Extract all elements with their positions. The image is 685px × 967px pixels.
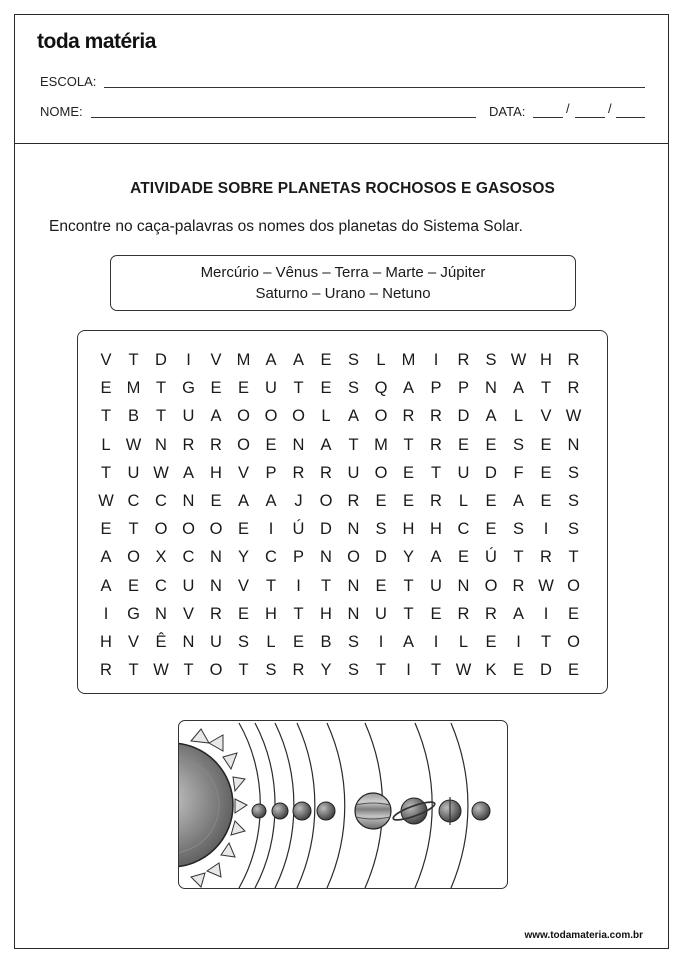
- word-search-letter[interactable]: Ú: [485, 548, 497, 567]
- word-search-letter[interactable]: A: [292, 351, 304, 369]
- word-search-letter[interactable]: H: [210, 463, 222, 482]
- name-field[interactable]: [91, 117, 476, 118]
- word-search-letter[interactable]: R: [430, 492, 442, 510]
- word-search-letter[interactable]: E: [402, 492, 414, 510]
- word-search-letter[interactable]: T: [128, 520, 139, 539]
- word-search-letter[interactable]: S: [512, 435, 524, 454]
- word-search-letter[interactable]: V: [237, 576, 249, 595]
- word-search-letter[interactable]: E: [567, 661, 579, 680]
- word-search-letter[interactable]: O: [567, 633, 580, 651]
- word-search-letter[interactable]: T: [430, 661, 442, 680]
- word-search-letter[interactable]: C: [265, 548, 277, 567]
- word-search-letter[interactable]: O: [374, 407, 388, 426]
- word-search-letter[interactable]: O: [292, 407, 305, 426]
- word-search-letter[interactable]: O: [484, 576, 498, 595]
- word-search-letter[interactable]: T: [513, 548, 524, 567]
- word-search-letter[interactable]: T: [320, 576, 332, 595]
- date-separator: /: [566, 101, 570, 116]
- word-search-letter[interactable]: S: [375, 520, 387, 539]
- word-search-letter[interactable]: W: [98, 492, 114, 510]
- word-search-letter[interactable]: A: [100, 548, 112, 567]
- word-search-letter[interactable]: A: [237, 492, 249, 510]
- word-search-letter[interactable]: D: [375, 548, 387, 567]
- word-search-letter[interactable]: O: [264, 407, 278, 426]
- neptune-icon: [472, 802, 490, 820]
- name-label: NOME:: [40, 104, 83, 119]
- word-search-letter[interactable]: D: [485, 463, 497, 482]
- word-search-letter[interactable]: T: [155, 379, 167, 398]
- word-search-letter[interactable]: E: [100, 379, 112, 398]
- word-search-letter[interactable]: A: [320, 435, 332, 454]
- word-search-letter[interactable]: R: [402, 407, 415, 426]
- word-search-letter[interactable]: R: [430, 435, 442, 454]
- word-search-letter[interactable]: A: [182, 463, 194, 482]
- word-search-letter[interactable]: A: [347, 407, 359, 426]
- word-search-letter[interactable]: I: [268, 520, 274, 539]
- word-search-letter[interactable]: A: [512, 492, 524, 510]
- word-search-letter[interactable]: R: [540, 548, 552, 567]
- word-search-letter[interactable]: E: [127, 576, 139, 595]
- word-search-letter[interactable]: L: [458, 633, 469, 651]
- mars-icon: [317, 802, 335, 820]
- word-search-letter[interactable]: S: [265, 661, 277, 680]
- word-search-letter[interactable]: U: [182, 576, 195, 595]
- word-search-letter[interactable]: E: [237, 379, 249, 398]
- word-search-letter[interactable]: T: [293, 379, 304, 398]
- word-search-row: [78, 377, 607, 399]
- word-search-row: [78, 490, 607, 512]
- word-search-letter[interactable]: H: [100, 633, 112, 651]
- word-search-letter[interactable]: H: [402, 520, 415, 539]
- word-search-letter[interactable]: O: [374, 463, 388, 482]
- word-search-letter[interactable]: E: [512, 661, 524, 680]
- word-search-letter[interactable]: E: [540, 492, 552, 510]
- word-search-letter[interactable]: T: [128, 661, 139, 680]
- word-search-letter[interactable]: O: [209, 661, 223, 680]
- word-search-letter[interactable]: T: [100, 407, 112, 426]
- word-search-letter[interactable]: I: [103, 604, 109, 623]
- word-search-letter[interactable]: O: [209, 520, 223, 539]
- word-search-letter[interactable]: Ú: [292, 520, 305, 539]
- date-day-field[interactable]: [533, 117, 563, 118]
- word-search-letter[interactable]: K: [485, 661, 497, 680]
- word-list-box: [110, 255, 576, 311]
- word-search-letter[interactable]: I: [516, 633, 521, 651]
- word-search-letter[interactable]: E: [237, 604, 249, 623]
- word-search-letter[interactable]: I: [433, 351, 439, 369]
- word-search-row: [78, 434, 607, 456]
- word-search-letter[interactable]: A: [265, 492, 277, 510]
- word-search-letter[interactable]: T: [403, 435, 414, 454]
- word-search-letter[interactable]: R: [567, 379, 580, 398]
- word-search-letter[interactable]: P: [430, 379, 442, 398]
- word-search-letter[interactable]: E: [375, 576, 387, 595]
- word-search-letter[interactable]: A: [512, 379, 524, 398]
- word-search-letter[interactable]: A: [402, 379, 414, 398]
- word-search-letter[interactable]: Y: [402, 548, 414, 567]
- word-search-letter[interactable]: L: [101, 435, 111, 454]
- word-search-letter[interactable]: R: [457, 351, 470, 369]
- word-search-letter[interactable]: T: [375, 661, 387, 680]
- word-search-letter[interactable]: S: [347, 633, 359, 651]
- word-search-row: [78, 518, 607, 540]
- word-search-letter[interactable]: R: [430, 407, 442, 426]
- word-search-letter[interactable]: E: [430, 604, 442, 623]
- word-search-letter[interactable]: O: [237, 435, 250, 454]
- word-search-letter[interactable]: N: [347, 604, 360, 623]
- word-search-letter[interactable]: H: [430, 520, 442, 539]
- word-search-letter[interactable]: S: [485, 351, 497, 369]
- word-search-letter[interactable]: E: [457, 435, 469, 454]
- word-search-letter[interactable]: R: [210, 435, 222, 454]
- word-search-letter[interactable]: E: [540, 463, 552, 482]
- word-search-letter[interactable]: E: [485, 492, 497, 510]
- word-search-letter[interactable]: J: [294, 492, 303, 510]
- word-search-letter[interactable]: N: [155, 435, 167, 454]
- word-search-letter[interactable]: O: [127, 548, 140, 567]
- word-search-letter[interactable]: G: [182, 379, 195, 398]
- word-search-letter[interactable]: T: [568, 548, 579, 567]
- word-search-letter[interactable]: R: [320, 463, 332, 482]
- word-search-letter[interactable]: R: [485, 604, 497, 623]
- word-search-letter[interactable]: N: [210, 548, 222, 567]
- word-search-letter[interactable]: U: [265, 379, 277, 398]
- word-search-letter[interactable]: T: [540, 633, 552, 651]
- word-search-letter[interactable]: C: [457, 520, 470, 539]
- word-search-letter[interactable]: N: [567, 435, 580, 454]
- word-search-letter[interactable]: H: [320, 604, 332, 623]
- word-search-letter[interactable]: C: [155, 576, 167, 595]
- venus-icon: [272, 803, 288, 819]
- word-search-letter[interactable]: E: [292, 633, 304, 651]
- word-search-letter[interactable]: U: [457, 463, 470, 482]
- instruction-text: Encontre no caça-palavras os nomes dos planetas do Sistema Solar.: [49, 218, 523, 235]
- word-search-letter[interactable]: E: [485, 520, 497, 539]
- word-search-letter[interactable]: S: [347, 379, 359, 398]
- word-search-letter[interactable]: R: [292, 661, 305, 680]
- word-list-line: Saturno – Urano – Netuno: [255, 285, 431, 302]
- word-search-letter[interactable]: N: [182, 633, 195, 651]
- word-search-letter[interactable]: W: [153, 463, 169, 482]
- word-search-row: [78, 349, 607, 371]
- word-search-letter[interactable]: E: [100, 520, 112, 539]
- word-search-letter[interactable]: T: [238, 661, 249, 680]
- word-search-letter[interactable]: O: [154, 520, 168, 539]
- word-search-letter[interactable]: M: [236, 351, 251, 369]
- word-search-letter[interactable]: S: [567, 492, 579, 510]
- word-search-letter[interactable]: R: [347, 492, 360, 510]
- word-search-letter[interactable]: D: [540, 661, 552, 680]
- word-search-letter[interactable]: T: [183, 661, 194, 680]
- school-label: ESCOLA:: [40, 74, 97, 89]
- word-search-row: [78, 546, 607, 568]
- word-search-letter[interactable]: W: [125, 435, 142, 454]
- word-search-grid: [77, 330, 608, 694]
- word-search-letter[interactable]: Y: [320, 661, 332, 680]
- word-search-letter[interactable]: I: [543, 604, 549, 623]
- school-field[interactable]: [104, 87, 645, 88]
- word-search-letter[interactable]: H: [540, 351, 552, 369]
- word-search-letter[interactable]: S: [512, 520, 524, 539]
- word-search-letter[interactable]: U: [182, 407, 195, 426]
- word-search-row: [78, 575, 607, 597]
- word-search-letter[interactable]: E: [402, 463, 414, 482]
- sun-icon: [179, 729, 247, 887]
- word-search-letter[interactable]: U: [210, 633, 222, 651]
- word-search-letter[interactable]: U: [375, 604, 387, 623]
- word-search-row: [78, 462, 607, 484]
- word-search-letter[interactable]: I: [186, 351, 191, 369]
- word-search-letter[interactable]: W: [510, 351, 527, 369]
- header-divider: [14, 143, 669, 144]
- word-search-letter[interactable]: N: [210, 576, 222, 595]
- word-search-letter[interactable]: O: [237, 407, 250, 426]
- word-search-letter[interactable]: S: [567, 463, 579, 482]
- word-search-letter[interactable]: O: [182, 520, 195, 539]
- word-search-letter[interactable]: C: [155, 492, 167, 510]
- word-search-letter[interactable]: R: [567, 351, 580, 369]
- date-month-field[interactable]: [575, 117, 605, 118]
- word-search-letter[interactable]: U: [347, 463, 360, 482]
- word-search-letter[interactable]: T: [348, 435, 359, 454]
- word-search-letter[interactable]: E: [540, 435, 552, 454]
- word-search-letter[interactable]: A: [485, 407, 497, 426]
- word-search-row: [78, 631, 607, 653]
- word-search-letter[interactable]: H: [265, 604, 277, 623]
- mercury-icon: [252, 804, 266, 818]
- footer-url[interactable]: www.todamateria.com.br: [524, 930, 643, 941]
- word-search-letter[interactable]: R: [182, 435, 195, 454]
- word-search-letter[interactable]: B: [127, 407, 139, 426]
- date-label: DATA:: [489, 104, 526, 119]
- word-search-letter[interactable]: O: [347, 548, 360, 567]
- word-search-letter[interactable]: B: [320, 633, 332, 651]
- word-search-row: [78, 659, 607, 681]
- word-search-letter[interactable]: E: [375, 492, 387, 510]
- word-search-letter[interactable]: W: [538, 576, 554, 595]
- word-search-letter[interactable]: I: [406, 661, 411, 680]
- word-search-letter[interactable]: T: [540, 379, 552, 398]
- word-search-letter[interactable]: T: [430, 463, 442, 482]
- word-search-letter[interactable]: S: [567, 520, 579, 539]
- word-search-letter[interactable]: Q: [374, 379, 388, 398]
- earth-icon: [293, 802, 311, 820]
- word-search-letter[interactable]: E: [485, 633, 497, 651]
- word-search-letter[interactable]: E: [210, 379, 222, 398]
- word-search-letter[interactable]: R: [292, 463, 305, 482]
- word-search-letter[interactable]: A: [265, 351, 277, 369]
- word-search-letter[interactable]: D: [155, 351, 167, 369]
- word-search-letter[interactable]: T: [265, 576, 277, 595]
- word-search-letter[interactable]: L: [513, 407, 524, 426]
- word-search-letter[interactable]: S: [347, 661, 359, 680]
- word-search-letter[interactable]: T: [403, 604, 414, 623]
- word-search-letter[interactable]: C: [127, 492, 140, 510]
- word-search-letter[interactable]: N: [347, 576, 360, 595]
- word-search-letter[interactable]: R: [210, 604, 222, 623]
- word-search-letter[interactable]: S: [347, 351, 359, 369]
- word-search-letter[interactable]: T: [403, 576, 414, 595]
- word-search-letter[interactable]: F: [513, 463, 524, 482]
- word-search-letter[interactable]: D: [320, 520, 332, 539]
- word-search-letter[interactable]: Y: [237, 548, 249, 567]
- word-search-letter[interactable]: V: [182, 604, 194, 623]
- word-search-letter[interactable]: R: [457, 604, 470, 623]
- word-search-letter[interactable]: M: [374, 435, 388, 454]
- word-search-letter[interactable]: G: [127, 604, 140, 623]
- uranus-icon: [439, 797, 461, 825]
- solar-system-illustration: [178, 720, 508, 889]
- word-search-letter[interactable]: U: [127, 463, 140, 482]
- word-search-letter[interactable]: L: [321, 407, 331, 426]
- word-search-letter[interactable]: W: [455, 661, 472, 680]
- word-search-letter[interactable]: P: [292, 548, 304, 567]
- date-separator: /: [608, 101, 612, 116]
- page-title: ATIVIDADE SOBRE PLANETAS ROCHOSOS E GASOSOS: [130, 180, 555, 197]
- word-search-letter[interactable]: E: [457, 548, 469, 567]
- word-search-letter[interactable]: I: [433, 633, 439, 651]
- word-search-row: [78, 603, 607, 625]
- word-search-letter[interactable]: E: [567, 604, 579, 623]
- word-search-letter[interactable]: X: [155, 548, 167, 567]
- solar-system-image: [179, 721, 508, 889]
- word-search-letter[interactable]: I: [296, 576, 301, 595]
- word-search-letter[interactable]: S: [237, 633, 249, 651]
- word-search-letter[interactable]: T: [100, 463, 112, 482]
- word-search-letter[interactable]: L: [376, 351, 386, 369]
- word-search-letter[interactable]: N: [347, 520, 360, 539]
- word-search-letter[interactable]: V: [100, 351, 112, 369]
- word-search-letter[interactable]: A: [512, 604, 524, 623]
- word-search-letter[interactable]: P: [457, 379, 469, 398]
- word-search-letter[interactable]: N: [182, 492, 195, 510]
- word-search-letter[interactable]: C: [182, 548, 195, 567]
- logo: toda matéria: [37, 30, 156, 53]
- word-search-letter[interactable]: N: [155, 604, 167, 623]
- word-search-letter[interactable]: V: [540, 407, 552, 426]
- word-search-letter[interactable]: T: [128, 351, 139, 369]
- word-search-letter[interactable]: I: [543, 520, 549, 539]
- word-search-letter[interactable]: N: [485, 379, 497, 398]
- word-search-letter[interactable]: D: [457, 407, 470, 426]
- word-search-letter[interactable]: N: [320, 548, 332, 567]
- word-search-letter[interactable]: E: [485, 435, 497, 454]
- word-search-letter[interactable]: A: [100, 576, 112, 595]
- word-search-letter[interactable]: I: [378, 633, 384, 651]
- word-search-letter[interactable]: N: [292, 435, 305, 454]
- word-search-letter[interactable]: W: [153, 661, 169, 680]
- word-search-letter[interactable]: O: [567, 576, 580, 595]
- saturn-icon: [392, 798, 437, 824]
- word-search-letter[interactable]: U: [430, 576, 442, 595]
- word-search-letter[interactable]: A: [430, 548, 442, 567]
- word-search-letter[interactable]: T: [293, 604, 304, 623]
- word-search-letter[interactable]: N: [457, 576, 470, 595]
- word-search-letter[interactable]: R: [512, 576, 525, 595]
- word-search-letter[interactable]: M: [401, 351, 416, 369]
- word-search-letter[interactable]: E: [210, 492, 222, 510]
- word-search-letter[interactable]: V: [210, 351, 222, 369]
- word-search-letter[interactable]: Ê: [155, 633, 167, 651]
- word-search-letter[interactable]: A: [210, 407, 222, 426]
- word-search-letter[interactable]: E: [320, 351, 332, 369]
- word-search-letter[interactable]: L: [458, 492, 469, 510]
- jupiter-icon: [355, 793, 391, 829]
- word-search-letter[interactable]: V: [237, 463, 249, 482]
- word-search-letter[interactable]: L: [266, 633, 276, 651]
- word-search-letter[interactable]: A: [402, 633, 414, 651]
- word-search-letter[interactable]: M: [126, 379, 141, 398]
- date-year-field[interactable]: [616, 117, 645, 118]
- word-search-letter[interactable]: R: [100, 661, 112, 680]
- word-search-letter[interactable]: V: [127, 633, 139, 651]
- word-search-letter[interactable]: E: [265, 435, 277, 454]
- word-search-row: [78, 405, 607, 427]
- word-search-letter[interactable]: E: [320, 379, 332, 398]
- word-search-letter[interactable]: T: [155, 407, 167, 426]
- word-search-letter[interactable]: W: [565, 407, 582, 426]
- word-search-letter[interactable]: E: [237, 520, 249, 539]
- word-search-letter[interactable]: P: [265, 463, 277, 482]
- word-list-line: Mercúrio – Vênus – Terra – Marte – Júpiter: [200, 264, 486, 281]
- word-search-letter[interactable]: O: [319, 492, 333, 510]
